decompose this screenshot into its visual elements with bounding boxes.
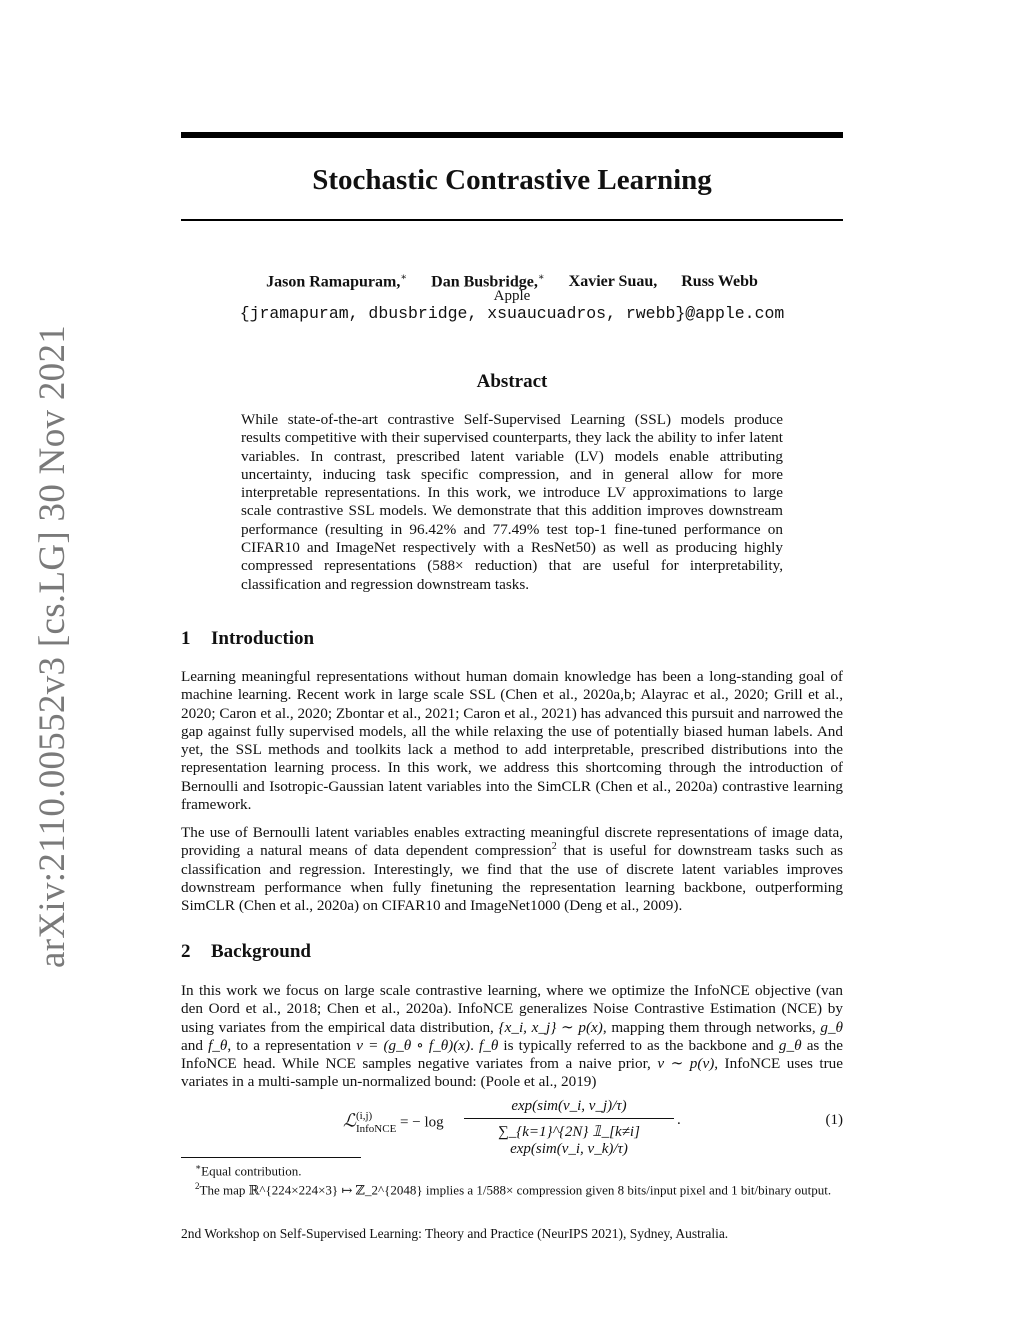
footnote-rule bbox=[181, 1157, 361, 1158]
equation-infonce: ℒ(i,j) InfoNCE = − log exp(sim(v_i, v_j)/τ) ∑_{k=1}^{2N} 𝟙_[k≠i] exp(sim(v_i, v_k)/τ) . (1) bbox=[343, 1098, 843, 1157]
equation-denominator: ∑_{k=1}^{2N} 𝟙_[k≠i] exp(sim(v_i, v_k)/τ) bbox=[498, 1124, 640, 1157]
equation-number: (1) bbox=[825, 1112, 843, 1128]
title-bottom-rule bbox=[181, 219, 843, 221]
introduction-paragraph-1: Learning meaningful representations without human domain knowledge has been a long-standing goal of machine learning. Recent work in large scale SSL (Chen et al., 2020a,b; Alayrac et al., 2020; Grill et al., 2020; Caron et al., 2020; Zbontar et al., 2021; Caron et al., 2021) has advanced this pursuit and narrowed the gap against fully supervised models, all the while relaxing the use of potentially biased human labels. And yet, the SSL methods and toolkits lack a method to add interpretable, prescribed distributions into the representation learning process. In this work, we address this shortcoming through the introduction of Bernoulli and Isotropic-Gaussian latent variables into the SimCLR (Chen et al., 2020a) contrastive learning framework. bbox=[181, 668, 843, 814]
section-heading-background bbox=[181, 940, 311, 964]
abstract-heading: Abstract bbox=[476, 371, 548, 392]
math-inline: g_θ bbox=[778, 1036, 802, 1054]
math-inline: {x_i, x_j} ∼ p(x) bbox=[498, 1018, 603, 1036]
section-number: 1 bbox=[181, 628, 191, 649]
equation-fraction bbox=[464, 1098, 674, 1158]
arxiv-identifier: arXiv:2110.00552v3 [cs.LG] 30 Nov 2021 bbox=[32, 324, 73, 968]
paper-title: Stochastic Contrastive Learning bbox=[312, 164, 712, 196]
math-inline: v = (g_θ ∘ f_θ)(x) bbox=[356, 1036, 471, 1054]
abstract-text: While state-of-the-art contrastive Self-Supervised Learning (SSL) models produce results competitive with their supervised counterparts, they lack the ability to infer latent variables. In contrast, prescribed latent variable (LV) models enable attributing uncertainty, inducing task specific compression, and in general allow for more interpretable representations. In this work, we introduce LV approximations to large scale contrastive SSL models. We demonstrate that this addition improves downstream performance (resulting in 96.42% and 77.49% test top-1 fine-tuned performance on CIFAR10 and ImageNet respectively with a ResNet50) as well as producing highly compressed representations (588× reduction) that are useful for interpretability, classification and regression downstream tasks. bbox=[241, 411, 783, 593]
background-paragraph: In this work we focus on large scale contrastive learning, where we optimize the InfoNCE objective (van den Oord et al., 2018; Chen et al., 2020a). InfoNCE generalizes Noise Contrastive Estimation (NCE) by using variates from the empirical data distribution, {x_i, x_j} ∼ p(x), mapping them through networks, g_θ and f_θ, to a representation v = (g_θ ∘ f_θ)(x). f_θ is typically referred to as the backbone and g_θ as the InfoNCE head. While NCE samples negative variates from a naive prior, v ∼ p(v), InfoNCE uses true variates in a multi-sample un-normalized bound: (Poole et al., 2019) bbox=[181, 982, 844, 1091]
section-heading-introduction bbox=[181, 627, 314, 651]
footnote-compression: $^2$The map ℝ^{224×224×3} ↦ ℤ_2^{2048} implies a 1/588× compression given 8 bits/input pixel and 1 bit/binary output. bbox=[195, 1181, 832, 1198]
affiliation: Apple bbox=[493, 288, 531, 304]
equation-numerator: exp(sim(v_i, v_j)/τ) bbox=[464, 1098, 674, 1119]
author: Russ Webb bbox=[681, 273, 758, 291]
author: Jason Ramapuram,∗ bbox=[266, 272, 408, 291]
math-inline: f_θ bbox=[479, 1036, 499, 1054]
footnote-ref: 2 bbox=[551, 841, 557, 853]
math-inline: g_θ bbox=[820, 1018, 843, 1036]
math-inline: f_θ bbox=[208, 1036, 228, 1054]
author: Dan Busbridge,∗ bbox=[431, 272, 545, 291]
author: Xavier Suau, bbox=[568, 273, 658, 291]
equation-lhs: ℒ(i,j) InfoNCE = − log bbox=[343, 1110, 444, 1135]
equal-contribution-mark: ∗ bbox=[537, 272, 545, 283]
equal-contribution-mark: ∗ bbox=[400, 272, 408, 283]
math-inline: v ∼ p(v) bbox=[657, 1055, 715, 1073]
section-title: Introduction bbox=[211, 628, 315, 649]
section-number: 2 bbox=[181, 941, 191, 962]
section-title: Background bbox=[211, 941, 311, 962]
footnote-equal-contribution: ∗Equal contribution. bbox=[195, 1162, 302, 1179]
author-emails: {jramapuram, dbusbridge, xsuaucuadros, rwebb}@apple.com bbox=[239, 304, 785, 323]
venue-note: 2nd Workshop on Self-Supervised Learning: Theory and Practice (NeurIPS 2021), Sydney, Australia. bbox=[181, 1226, 729, 1241]
introduction-paragraph-2: The use of Bernoulli latent variables enables extracting meaningful discrete representations of image data, providing a natural means of data dependent compression$^2$ that is useful for downstream tasks such as classification and regression. Interestingly, we find that the use of discrete latent variables improves downstream performance when fully finetuning the representation learning backbone, outperforming SimCLR (Chen et al., 2020a) on CIFAR10 and ImageNet1000 (Deng et al., 2009). bbox=[181, 824, 843, 915]
title-top-rule bbox=[181, 132, 843, 138]
